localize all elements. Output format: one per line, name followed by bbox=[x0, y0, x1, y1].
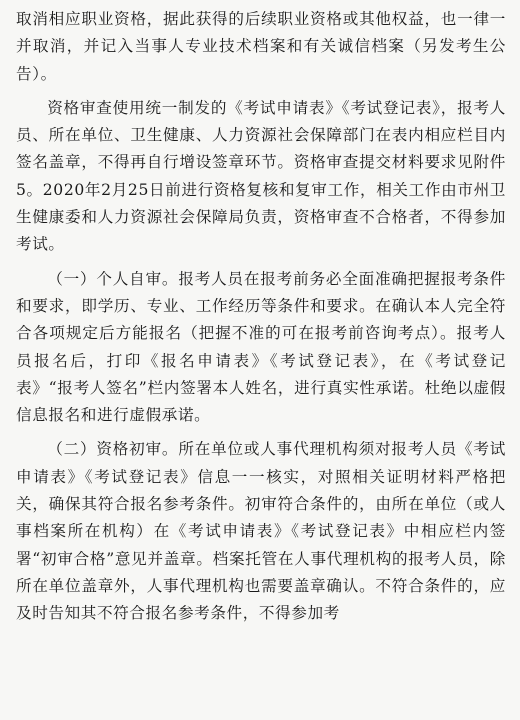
paragraph-qualification-review: 资格审查使用统一制发的《考试申请表》《考试登记表》，报考人员、所在单位、卫生健康、人力资源社会保障部门在表内相应栏目内签名盖章，不得再自行增设签章环节。资格审查提交材料要求见附件5。2020年2月25日前进行资格复核和复审工作，相关工作由市州卫生健康委和人力资源社会保障局负责，资格审查不合格者，不得参加考试。 bbox=[16, 98, 506, 254]
paragraph-continuation: 取消相应职业资格，据此获得的后续职业资格或其他权益，也一律一并取消，并记入当事人专业技术档案和有关诚信档案（另发考生公告）。 bbox=[16, 10, 506, 83]
paragraph-self-review: （一）个人自审。报考人员在报考前务必全面准确把握报考条件和要求，即学历、专业、工作经历等条件和要求。在确认本人完全符合各项规定后方能报名（把握不准的可在报考前咨询考点）。报考人员报名后，打印《报名申请表》《考试登记表》，在《考试登记表》“报考人签名”栏内签署本人姓名，进行真实性承诺。杜绝以虚假信息报名和进行虚假承诺。 bbox=[16, 269, 506, 425]
paragraph-initial-review: （二）资格初审。所在单位或人事代理机构须对报考人员《考试申请表》《考试登记表》信息一一核实，对照相关证明材料严格把关，确保其符合报名参考条件。初审符合条件的，由所在单位（或人事档案所在机构）在《考试申请表》《考试登记表》中相应栏内签署“初审合格”意见并盖章。档案托管在人事代理机构的报考人员，除所在单位盖章外，人事代理机构也需要盖章确认。不符合条件的，应及时告知其不符合报名参考条件，不得参加考 bbox=[16, 440, 506, 623]
